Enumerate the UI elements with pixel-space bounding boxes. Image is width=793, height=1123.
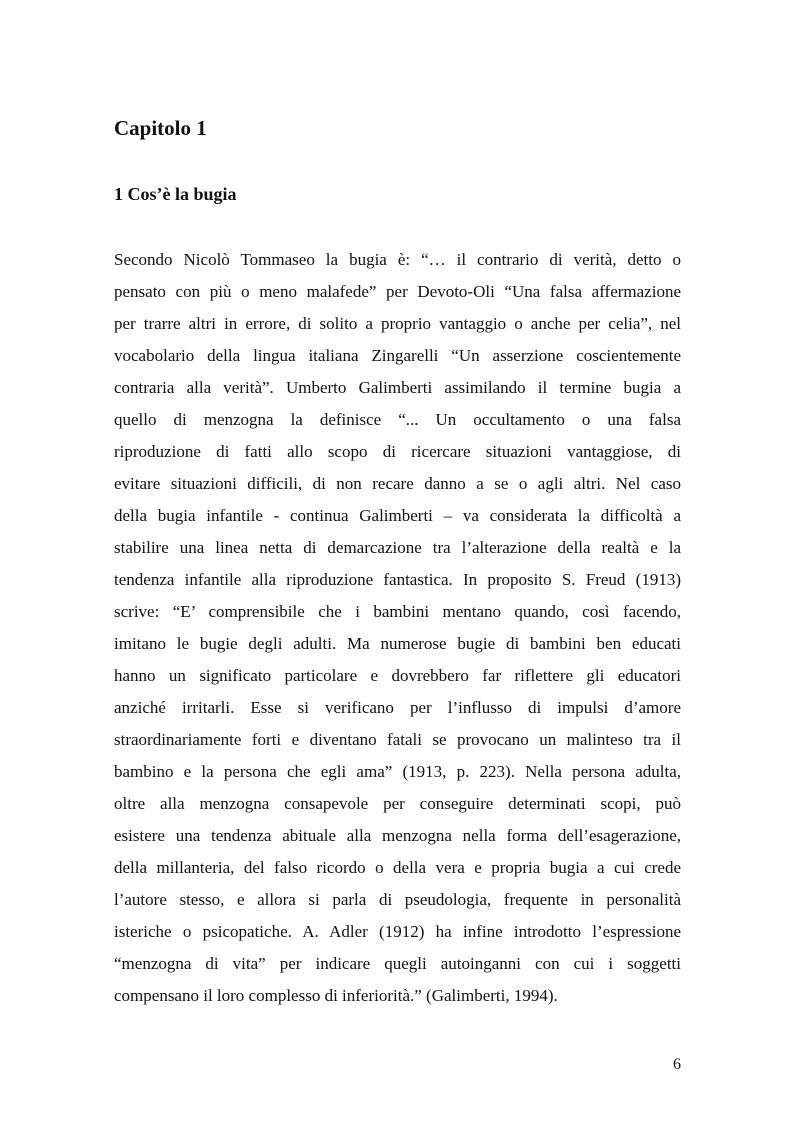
text-line: imitano le bugie degli adulti. Ma numerose bugie di bambini ben educati <box>114 634 681 653</box>
text-line: l’autore stesso, e allora si parla di pseudologia, frequente in personalità <box>114 890 681 909</box>
chapter-title: Capitolo 1 <box>114 116 207 140</box>
text-line: bambino e la persona che egli ama” (1913, p. 223). Nella persona adulta, <box>114 762 681 781</box>
text-line: esistere una tendenza abituale alla menzogna nella forma dell’esagerazione, <box>114 826 681 845</box>
body-paragraph <box>114 244 681 1012</box>
text-line: della millanteria, del falso ricordo o della vera e propria bugia a cui crede <box>114 858 681 877</box>
page-number: 6 <box>673 1056 681 1073</box>
text-line: “menzogna di vita” per indicare quegli autoinganni con cui i soggetti <box>114 954 681 973</box>
text-line: vocabolario della lingua italiana Zingarelli “Un asserzione coscientemente <box>114 346 681 365</box>
text-line: riproduzione di fatti allo scopo di ricercare situazioni vantaggiose, di <box>114 442 681 461</box>
section-title: 1 Cos’è la bugia <box>114 184 237 204</box>
text-line: evitare situazioni difficili, di non recare danno a se o agli altri. Nel caso <box>114 474 681 493</box>
text-line: tendenza infantile alla riproduzione fantastica. In proposito S. Freud (1913) <box>114 570 681 589</box>
text-line: per trarre altri in errore, di solito a proprio vantaggio o anche per celia”, nel <box>114 314 681 333</box>
text-line: stabilire una linea netta di demarcazione tra l’alterazione della realtà e la <box>114 538 681 557</box>
text-line: della bugia infantile - continua Galimberti – va considerata la difficoltà a <box>114 506 681 525</box>
text-line: isteriche o psicopatiche. A. Adler (1912) ha infine introdotto l’espressione <box>114 922 681 941</box>
text-line: oltre alla menzogna consapevole per conseguire determinati scopi, può <box>114 794 681 813</box>
text-line: pensato con più o meno malafede” per Devoto-Oli “Una falsa affermazione <box>114 282 681 301</box>
text-line: Secondo Nicolò Tommaseo la bugia è: “… il contrario di verità, detto o <box>114 250 681 269</box>
text-line: scrive: “E’ comprensibile che i bambini mentano quando, così facendo, <box>114 602 681 621</box>
text-line: anziché irritarli. Esse si verificano per l’influsso di impulsi d’amore <box>114 698 681 717</box>
text-line: compensano il loro complesso di inferiorità.” (Galimberti, 1994). <box>114 986 558 1005</box>
text-line: contraria alla verità”. Umberto Galimberti assimilando il termine bugia a <box>114 378 681 397</box>
text-line: quello di menzogna la definisce “... Un occultamento o una falsa <box>114 410 681 429</box>
text-line: hanno un significato particolare e dovrebbero far riflettere gli educatori <box>114 666 681 685</box>
text-line: straordinariamente forti e diventano fatali se provocano un malinteso tra il <box>114 730 681 749</box>
